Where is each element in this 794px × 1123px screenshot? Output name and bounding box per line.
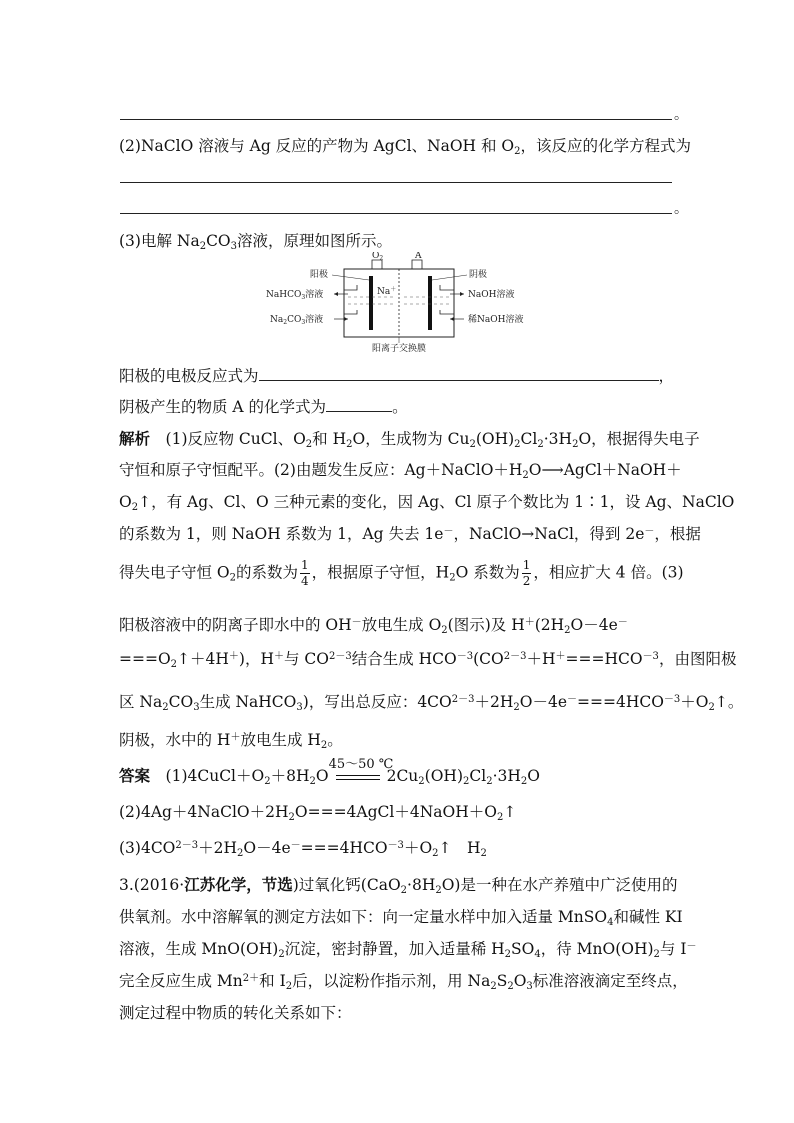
question-3-text: (3)电解 $Na_2CO_3$溶液，原理如图所示。: [119, 232, 393, 252]
question-next-line-2: 供氧剂。水中溶解氧的测定方法如下：向一定量水样中加入适量 MnSO$_4$和碱性 KI: [119, 908, 683, 928]
question-next-line-3: 溶液，生成 $MnO(OH)_2$沉淀，密封静置，加入适量稀 $H_2SO_4$，待 $MnO(OH)_2$与 I－: [119, 940, 697, 960]
question-2-text: (2)NaClO 溶液与 Ag 反应的产物为 AgCl、NaOH 和 $O_2$，该反应的化学方程式为: [119, 137, 692, 157]
analysis-line-8: 区 $Na_2CO_3$生成 NaHCO$_3$)，写出总反应：$4CO^{2-3}+2H_2O-4e^-===4HCO^{-3}+O_2↑$。: [119, 693, 744, 713]
fraction-one-half: $\frac{1}{2}$: [522, 558, 531, 588]
analysis-line-5: 得失电子守恒 $O_2$的系数为 $\frac{1}{4}$ ，根据原子守恒，$H_2O$ 系数为 $\frac{1}{2}$ ，相应扩大 4 倍。(3): [119, 558, 684, 588]
label-membrane: 阳离子交换膜: [372, 344, 427, 352]
analysis-line-7: $===O_2↑+4H^+$)，H＋与 $CO^{2-3}$结合生成 $HCO^{-3}(CO^{2-3}+H^+===HCO^{-3}$，由图阳极: [119, 650, 737, 670]
label-o2: $O_2$: [372, 252, 384, 262]
question-next-line-5: 测定过程中物质的转化关系如下：: [119, 1004, 352, 1022]
label-dilute-naoh: 稀NaOH溶液: [468, 315, 524, 325]
analysis-line-3: $O_2↑$，有 Ag、Cl、O 三种元素的变化，因 Ag、Cl 原子个数比为 1∶1，设 Ag、NaClO: [119, 493, 735, 513]
anode-electrode: [369, 276, 373, 330]
analysis-line-2: 守恒和原子守恒配平。(2)由题发生反应：$Ag+NaClO+H_2O⟶AgCl+NaOH+$: [119, 461, 682, 481]
reaction-condition: 45～50 ℃: [329, 767, 387, 785]
label-na2co3: $Na_2CO_3$溶液: [270, 315, 324, 326]
period-mark: 。: [674, 201, 688, 217]
analysis-line-6: 阳极溶液中的阴离子即水中的 OH－放电生成 $O_2$(图示)及 $H^+(2H_2O-4e^-$: [119, 616, 628, 636]
answer-blank-line-1: [120, 119, 672, 120]
label-na-ion: Na＋: [377, 286, 397, 297]
label-cathode: 阴极: [469, 270, 488, 280]
label-a: A: [415, 252, 422, 261]
electrolysis-diagram: [262, 252, 542, 352]
cathode-electrode: [428, 276, 432, 330]
analysis-label: 解析: [119, 429, 151, 448]
question-next-line-1: 3.(2016·江苏化学，节选)过氧化钙$(CaO_2\cdot 8H_2O)$是一种在水产养殖中广泛使用的: [119, 875, 678, 896]
question-next-line-4: 完全反应生成 $Mn^{2+}$和 $I_2$后，以淀粉作指示剂，用 $Na_2S_2O_3$标准溶液滴定至终点，: [119, 972, 688, 992]
fraction-one-quarter: $\frac{1}{4}$: [301, 558, 309, 588]
answer-line-3: $(3)4CO^{2-3}+2H_2O-4e^-===4HCO^{-3}+O_2↑$ $H_2$: [119, 839, 487, 859]
period-mark: 。: [674, 107, 688, 123]
analysis-line-9: 阴极，水中的 H＋放电生成 $H_2$。: [119, 731, 343, 751]
anode-equation-prompt: 阳极的电极反应式为 ，: [119, 367, 675, 385]
answer-blank-line-2: [120, 182, 672, 183]
cathode-substance-prompt: 阴极产生的物质 A 的化学式为 。: [119, 398, 408, 416]
analysis-line-4: 的系数为 1，则 NaOH 系数为 1，Ag 失去 1e－，NaClO→NaCl，得到 2e－，根据: [119, 525, 701, 543]
anode-equation-blank[interactable]: [259, 380, 659, 381]
label-anode: 阳极: [310, 270, 329, 280]
label-naoh: NaOH溶液: [468, 290, 515, 300]
analysis-line-1: 解析 (1)反应物 CuCl、$O_2$和 $H_2O$，生成物为 $Cu_2(OH)_2Cl_2\cdot 3H_2O$，根据得失电子: [119, 429, 700, 450]
answer-blank-line-3: [120, 213, 672, 214]
answer-label: 答案: [119, 766, 151, 785]
answer-line-2: $(2)4Ag+4NaClO+2H_2O===4AgCl+4NaOH+O_2↑$: [119, 803, 517, 823]
answer-line-1: 答案 $(1)4CuCl+O_2+8H_2O$ 45～50 ℃ $2Cu_2(OH)_2Cl_2\cdot 3H_2O$: [119, 757, 540, 787]
cathode-substance-blank[interactable]: [326, 411, 392, 412]
label-nahco3: NaHCO$_3$溶液: [266, 290, 324, 301]
